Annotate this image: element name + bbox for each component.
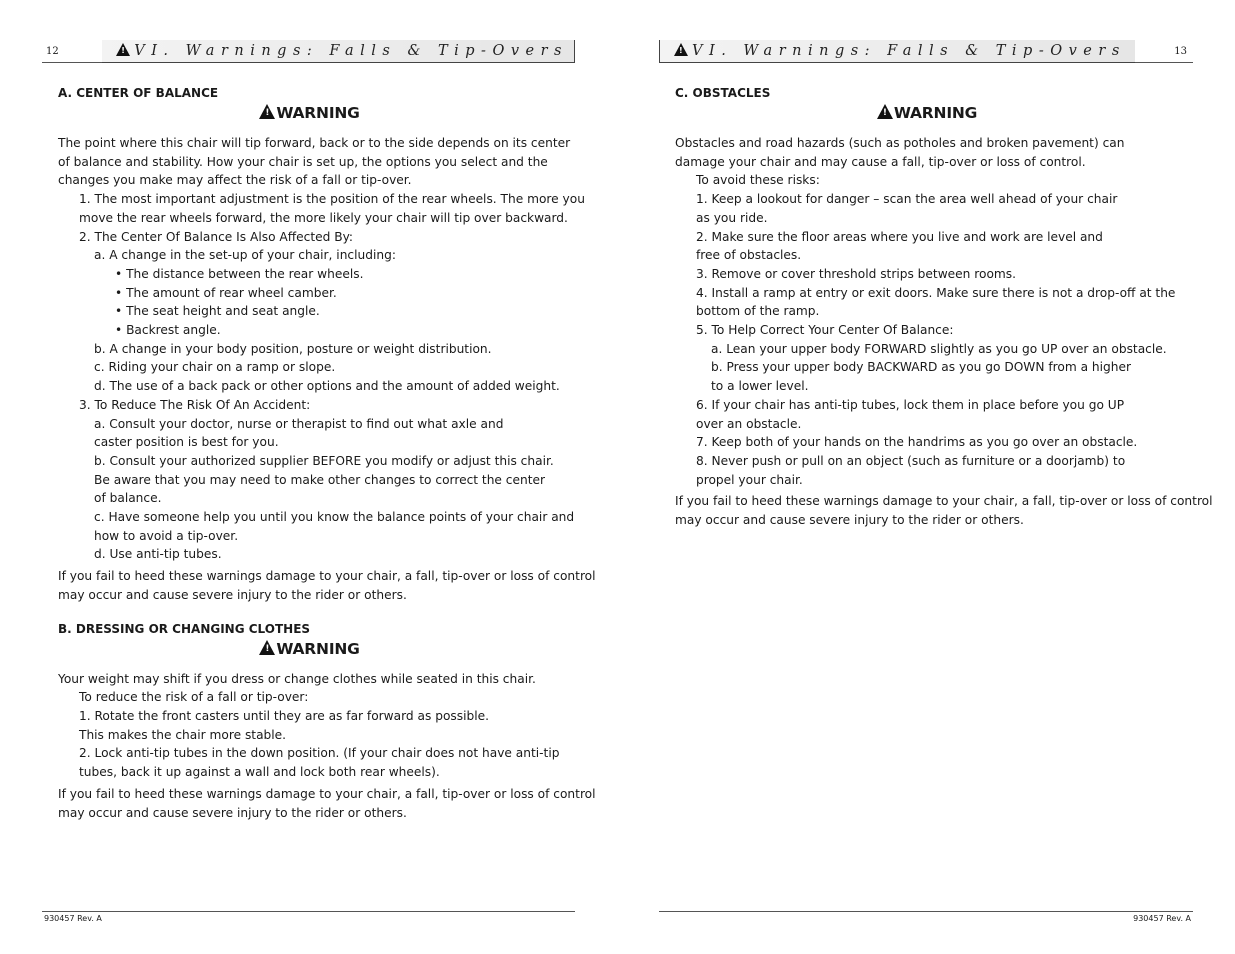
warning-triangle-icon xyxy=(259,640,275,655)
list-item: 3. To Reduce The Risk Of An Accident: xyxy=(79,397,311,412)
sub-list-item: d. The use of a back pack or other options and the amount of added weight. xyxy=(94,379,560,394)
list-item: 2. The Center Of Balance Is Also Affected By: xyxy=(79,229,354,244)
list-item: 3. Remove or cover threshold strips between rooms. xyxy=(696,266,1017,281)
closing-paragraph: If you fail to heed these warnings damage to your chair, a fall, tip-over or loss of control may occur and cause severe injury to the rider or others. xyxy=(58,569,596,602)
bullet-item: • The distance between the rear wheels. xyxy=(115,266,364,281)
list-item: 4. Install a ramp at entry or exit doors. Make sure there is not a drop-off at the bottom of the ramp. xyxy=(696,285,1176,319)
footer-rule xyxy=(659,911,1193,912)
list-item: 8. Never push or pull on an object (such as furniture or a doorjamb) to propel your chair. xyxy=(696,453,1126,487)
text-line: of balance and stability. How your chair is set up, the options you select and the xyxy=(58,154,548,169)
sub-list-item: b. A change in your body position, posture or weight distribution. xyxy=(94,341,492,356)
paragraph xyxy=(58,134,571,190)
closing-paragraph: If you fail to heed these warnings damage to your chair, a fall, tip-over or loss of control may occur and cause severe injury to the rider or others. xyxy=(58,786,596,820)
list-item: 5. To Help Correct Your Center Of Balance: xyxy=(696,323,954,338)
sub-list-item: a. A change in the set-up of your chair, including: xyxy=(94,248,396,263)
list-item: 6. If your chair has anti-tip tubes, lock them in place before you go UP over an obstacle. xyxy=(696,397,1125,431)
page-content xyxy=(675,84,1213,530)
list-item: 7. Keep both of your hands on the handrims as you go over an obstacle. xyxy=(696,435,1138,450)
text-line: changes you make may affect the risk of a fall or tip-over. xyxy=(58,173,412,188)
paragraph: Obstacles and road hazards (such as potholes and broken pavement) can damage your chair and may cause a fall, tip-over or loss of control. xyxy=(675,136,1125,169)
text-line: The point where this chair will tip forward, back or to the side depends on its center xyxy=(58,136,571,150)
list-item: 1. Keep a lookout for danger – scan the area well ahead of your chair as you ride. xyxy=(696,192,1118,225)
paragraph: Your weight may shift if you dress or change clothes while seated in this chair. xyxy=(58,671,536,686)
section-title: C. OBSTACLES xyxy=(675,86,771,100)
header-title: VI. Warnings: Falls & Tip-Overs xyxy=(134,43,568,59)
warning-triangle-icon xyxy=(116,43,130,56)
footer-revision: 930457 Rev. A xyxy=(44,914,102,923)
warning-label: !WARNING xyxy=(675,103,1179,123)
warning-label: !WARNING xyxy=(58,639,561,659)
bullet-item: • The seat height and seat angle. xyxy=(115,304,320,319)
section-title: A. CENTER OF BALANCE xyxy=(58,86,219,100)
header-title: VI. Warnings: Falls & Tip-Overs xyxy=(692,43,1126,59)
warning-triangle-icon xyxy=(259,104,275,119)
sub-list-item: a. Consult your doctor, nurse or therapist to find out what axle and caster position is best for you. xyxy=(94,416,504,450)
left-page xyxy=(42,0,596,954)
warning-triangle-icon xyxy=(877,104,893,119)
footer-revision: 930457 Rev. A xyxy=(1133,914,1191,923)
sub-list-item: b. Consult your authorized supplier BEFORE you modify or adjust this chair. Be aware that you may need to make other changes to correct the center of balance. xyxy=(94,453,554,506)
list-item: 2. Make sure the floor areas where you live and work are level and free of obstacles. xyxy=(696,229,1103,263)
page-number: 12 xyxy=(46,46,59,57)
list-item: 1. The most important adjustment is the position of the rear wheels. The more you move the rear wheels forward, the more likely your chair will tip over backward. xyxy=(79,192,585,225)
sub-list-item: b. Press your upper body BACKWARD as you go DOWN from a higher to a lower level. xyxy=(711,360,1132,394)
sub-list-item: c. Riding your chair on a ramp or slope. xyxy=(94,360,336,375)
sub-list-item: a. Lean your upper body FORWARD slightly as you go UP over an obstacle. xyxy=(711,341,1167,356)
header-rule xyxy=(1135,62,1193,63)
closing-paragraph: If you fail to heed these warnings damage to your chair, a fall, tip-over or loss of control may occur and cause severe injury to the rider or others. xyxy=(675,494,1213,528)
lead-line: To reduce the risk of a fall or tip-over: xyxy=(79,690,309,705)
header-rule xyxy=(42,62,102,63)
header-band xyxy=(659,40,1135,63)
bullet-item: • The amount of rear wheel camber. xyxy=(115,285,337,300)
list-item: 1. Rotate the front casters until they are as far forward as possible. This makes the chair more stable. xyxy=(79,708,489,742)
sub-list-item: c. Have someone help you until you know the balance points of your chair and how to avoid a tip-over. xyxy=(94,510,575,543)
lead-line: To avoid these risks: xyxy=(696,173,820,188)
right-page xyxy=(659,0,1213,954)
warning-label: !WARNING xyxy=(58,103,561,123)
header-band xyxy=(102,40,575,63)
list-item: 2. Lock anti-tip tubes in the down position. (If your chair does not have anti-tip tubes, back it up against a wall and lock both rear wheels). xyxy=(79,746,560,780)
bullet-item: • Backrest angle. xyxy=(115,323,221,338)
section-gap xyxy=(58,605,561,620)
warning-triangle-icon xyxy=(674,43,688,56)
sub-list-item: d. Use anti-tip tubes. xyxy=(94,547,222,562)
footer-rule xyxy=(42,911,575,912)
section-title: B. DRESSING OR CHANGING CLOTHES xyxy=(58,621,311,636)
page-number: 13 xyxy=(1174,46,1187,57)
page-content xyxy=(58,84,596,822)
